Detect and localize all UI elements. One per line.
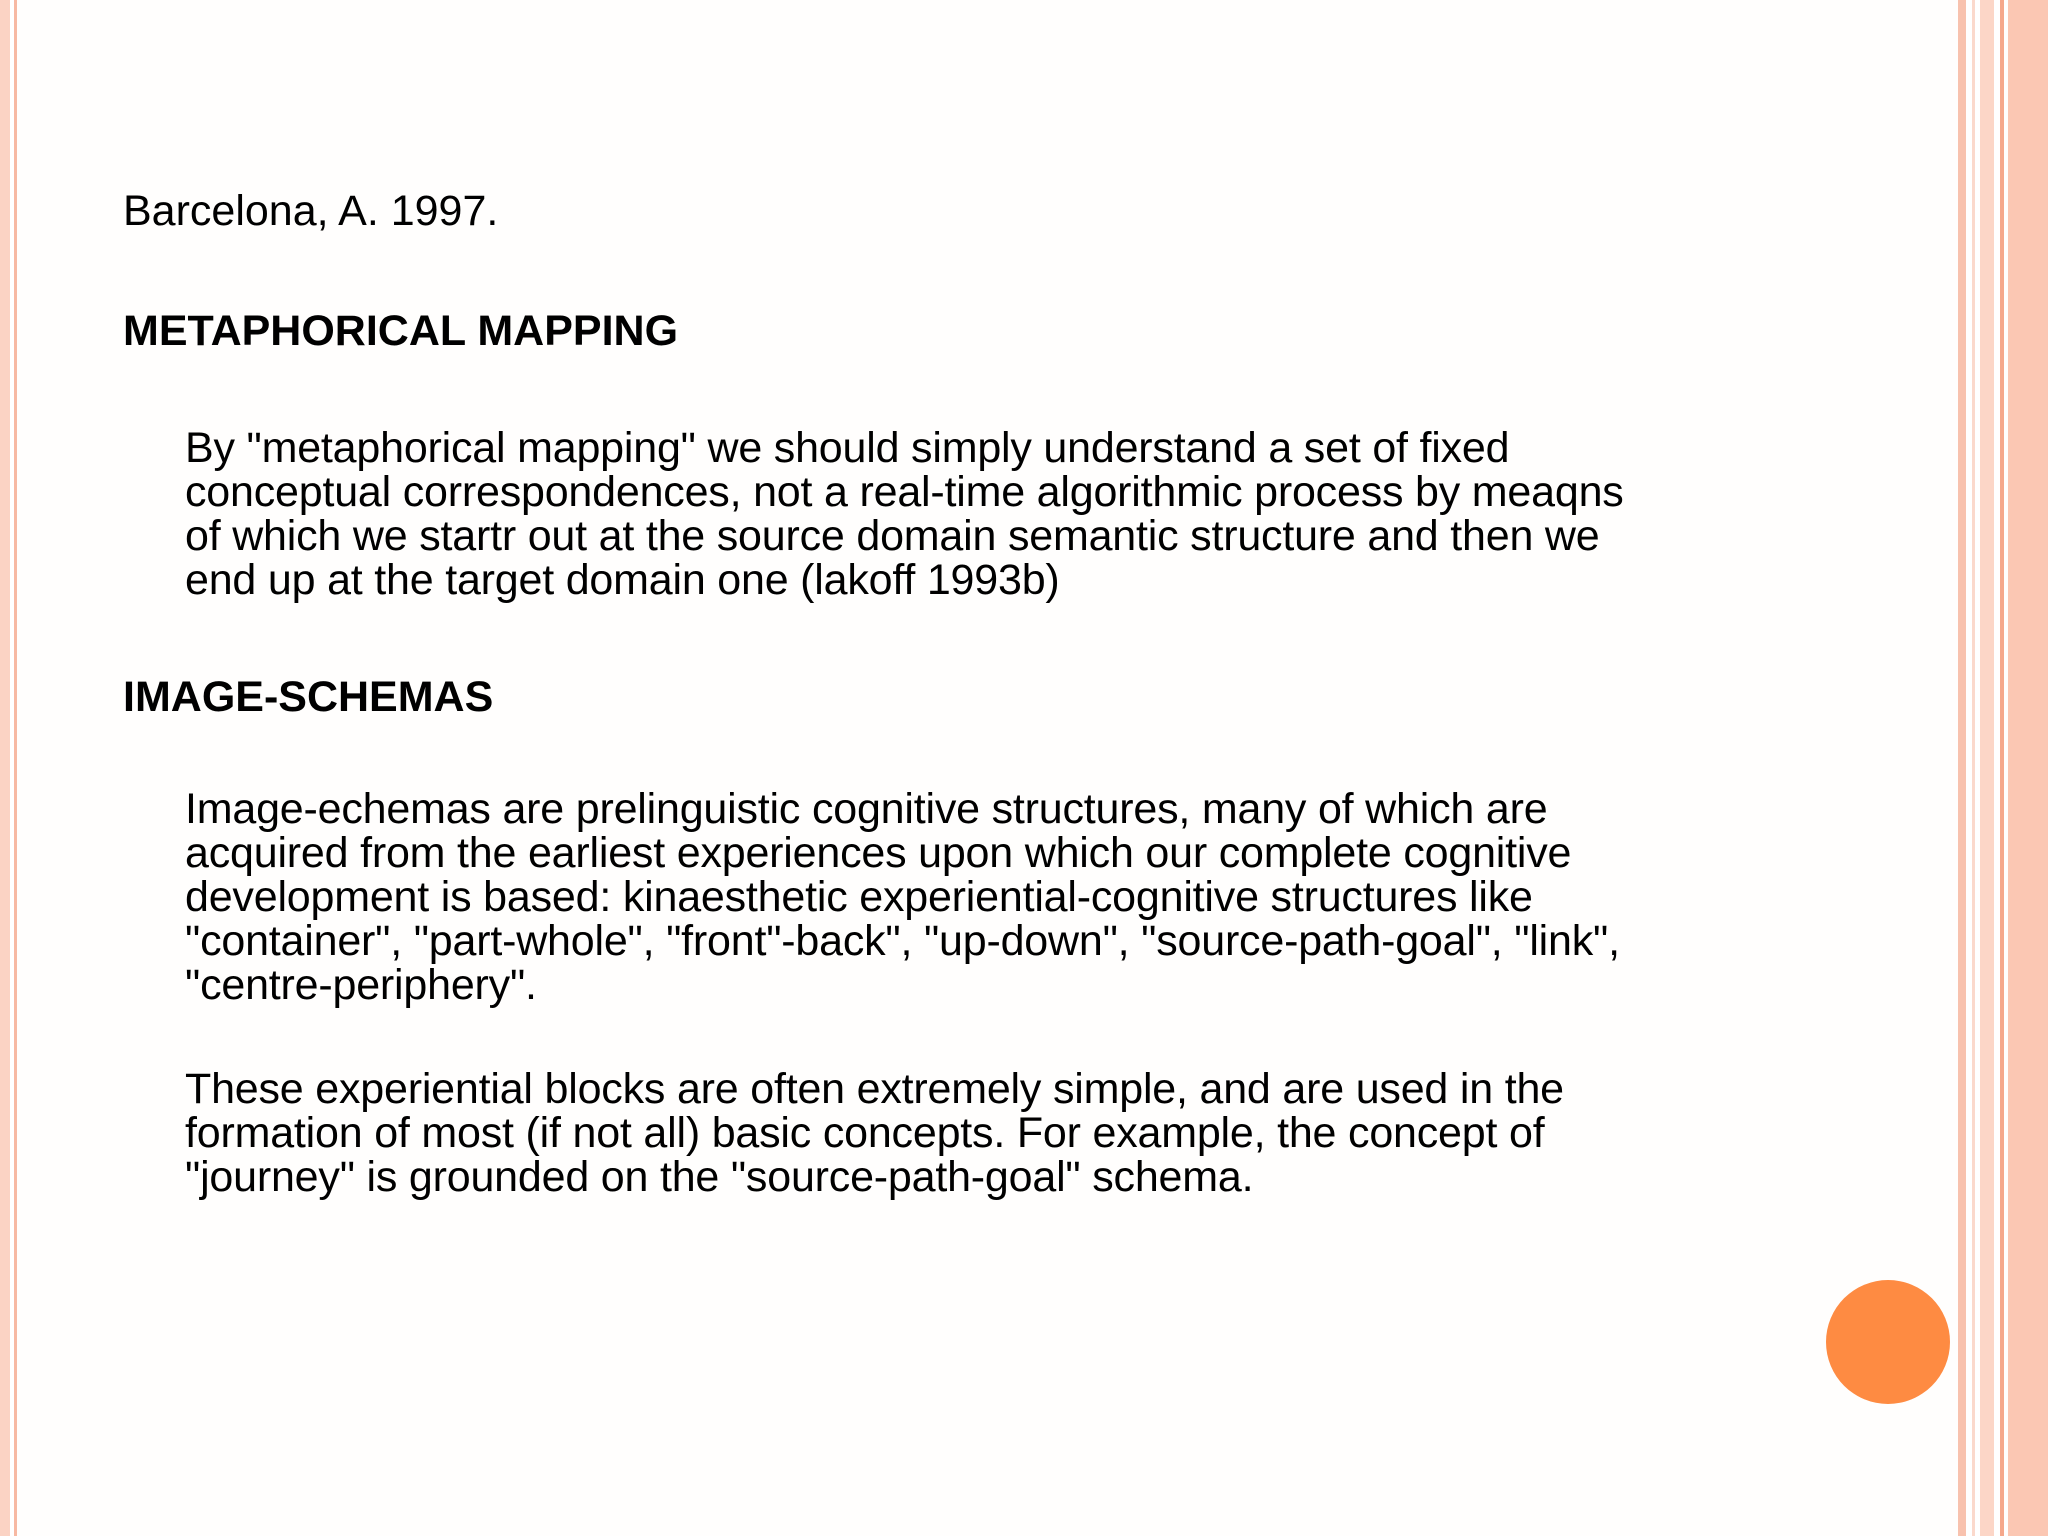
paragraph-line: end up at the target domain one (lakoff 1993b) bbox=[185, 556, 1060, 604]
paragraph-line: acquired from the earliest experiences upon which our complete cognitive bbox=[185, 829, 1572, 877]
paragraph-line: of which we startr out at the source domain semantic structure and then we bbox=[185, 512, 1600, 560]
slide-content bbox=[123, 186, 1763, 1199]
section-heading-image-schemas: IMAGE-SCHEMAS bbox=[123, 673, 494, 721]
paragraph-line: Image-echemas are prelinguistic cognitive structures, many of which are bbox=[185, 785, 1548, 833]
paragraph-line: conceptual correspondences, not a real-time algorithmic process by meaqns bbox=[185, 468, 1624, 516]
paragraph-line: development is based: kinaesthetic experiential-cognitive structures like bbox=[185, 873, 1533, 921]
section-heading-metaphorical-mapping: METAPHORICAL MAPPING bbox=[123, 307, 679, 355]
paragraph-line: By "metaphorical mapping" we should simply understand a set of fixed bbox=[185, 424, 1510, 472]
right-border-stripe-4 bbox=[2000, 0, 2004, 1536]
right-border-stripe-5 bbox=[2008, 0, 2048, 1536]
paragraph-image-schemas-example bbox=[123, 1067, 1763, 1199]
right-border-stripe-2 bbox=[1972, 0, 1975, 1536]
right-border-stripe-1 bbox=[1958, 0, 1966, 1536]
paragraph-line: formation of most (if not all) basic concepts. For example, the concept of bbox=[185, 1109, 1545, 1157]
paragraph-image-schemas-definition bbox=[123, 787, 1763, 1007]
paragraph-line: "container", "part-whole", "front"-back", "up-down", "source-path-goal", "link", bbox=[185, 917, 1620, 965]
right-border-stripe-3 bbox=[1980, 0, 1994, 1536]
citation: Barcelona, A. 1997. bbox=[123, 187, 499, 235]
paragraph-line: "centre-periphery". bbox=[185, 961, 537, 1009]
left-border-line bbox=[14, 0, 17, 1536]
paragraph-line: These experiential blocks are often extremely simple, and are used in the bbox=[185, 1065, 1564, 1113]
decorative-orange-circle bbox=[1826, 1280, 1950, 1404]
left-border-stripe bbox=[0, 0, 10, 1536]
paragraph-metaphorical-mapping bbox=[123, 426, 1763, 602]
paragraph-line: "journey" is grounded on the "source-path-goal" schema. bbox=[185, 1153, 1254, 1201]
